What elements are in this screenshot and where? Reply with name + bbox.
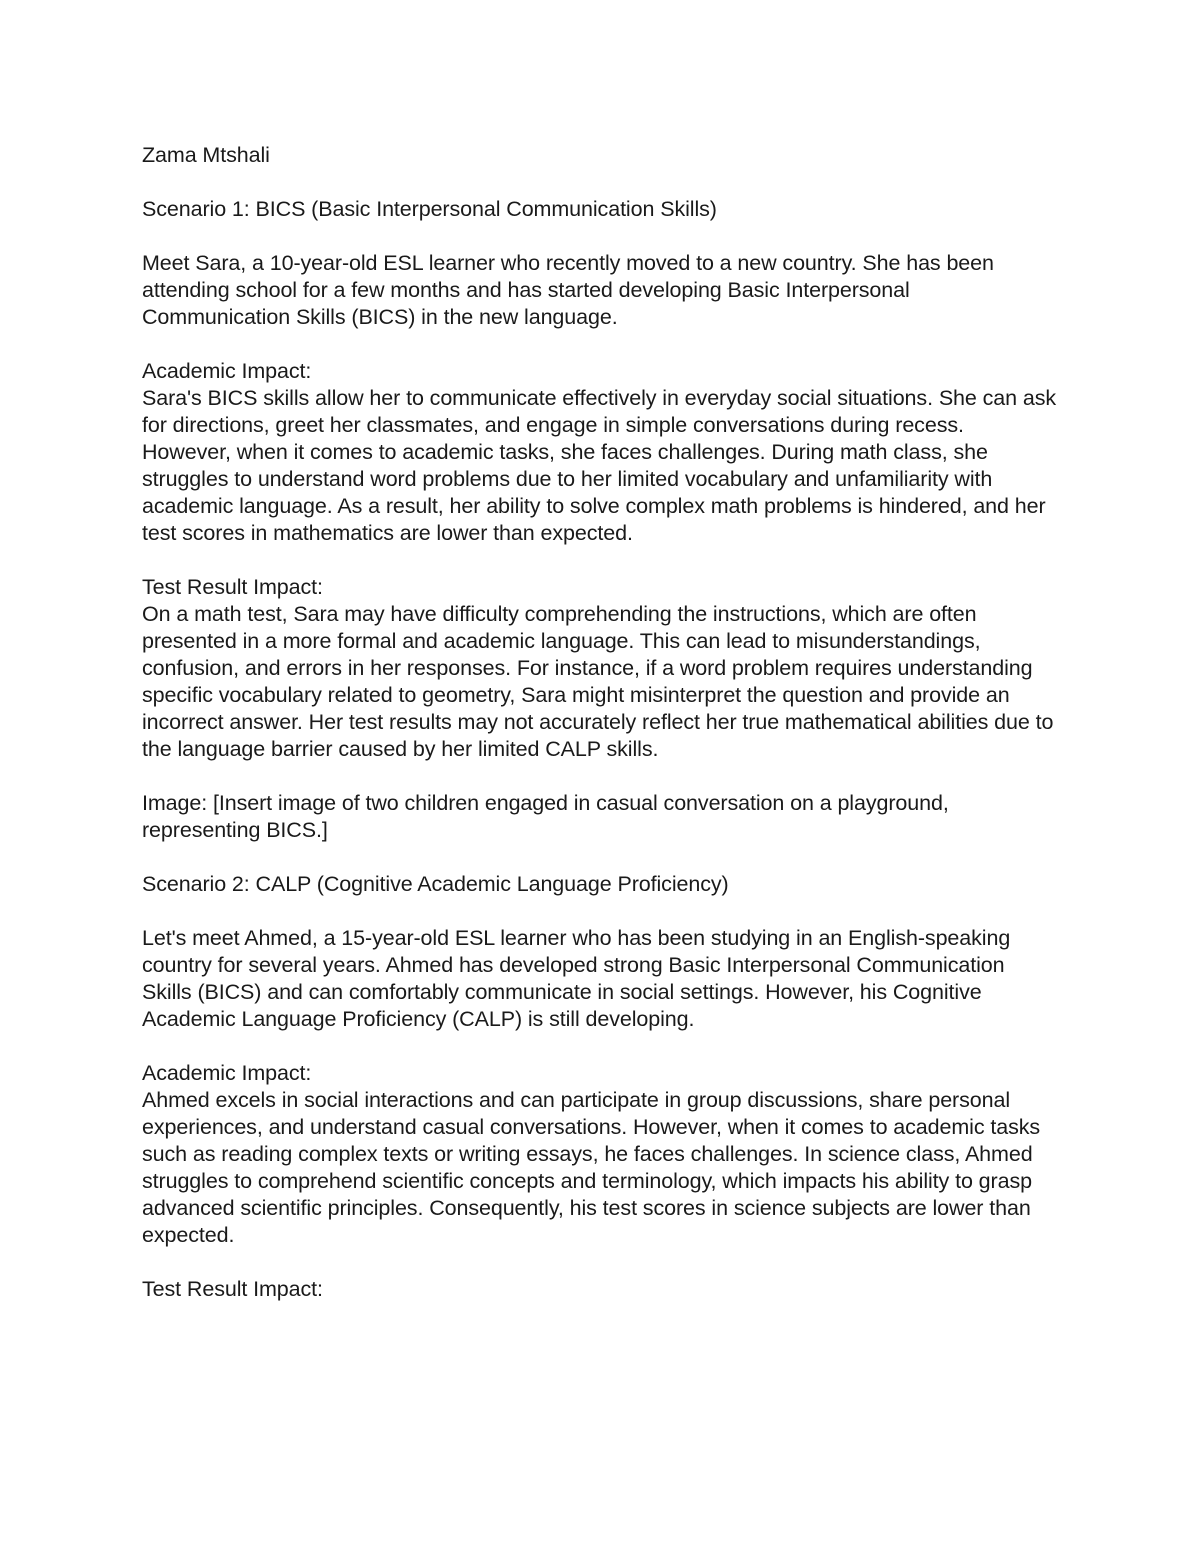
scenario-2-title: Scenario 2: CALP (Cognitive Academic Language Proficiency) (142, 872, 729, 896)
scenario-1-academic-text: Sara's BICS skills allow her to communicate effectively in everyday social situations. She can ask for directions, greet her classmates, and engage in simple conversations during recess. However, when it comes to academic tasks, she faces challenges. During math class, she struggles to understand word problems due to her limited vocabulary and unfamiliarity with academic language. As a result, her ability to solve complex math problems is hindered, and her test scores in mathematics are lower than expected. (142, 386, 1057, 545)
document-body (142, 142, 1057, 1303)
scenario-1-title: Scenario 1: BICS (Basic Interpersonal Communication Skills) (142, 197, 717, 221)
scenario-1-test-label: Test Result Impact: (142, 575, 323, 599)
scenario-1-intro: Meet Sara, a 10-year-old ESL learner who recently moved to a new country. She has been attending school for a few months and has started developing Basic Interpersonal Communication Skills (BICS) in the new language. (142, 251, 994, 329)
scenario-2-academic-section (142, 1060, 1057, 1249)
scenario-2-academic-text: Ahmed excels in social interactions and can participate in group discussions, share personal experiences, and understand casual conversations. However, when it comes to academic tasks such as reading complex texts or writing essays, he faces challenges. In science class, Ahmed struggles to comprehend scientific concepts and terminology, which impacts his ability to grasp advanced scientific principles. Consequently, his test scores in science subjects are lower than expected. (142, 1088, 1041, 1247)
scenario-2-academic-label: Academic Impact: (142, 1061, 312, 1085)
author-name: Zama Mtshali (142, 143, 270, 167)
scenario-2-test-label: Test Result Impact: (142, 1277, 323, 1301)
scenario-2-intro: Let's meet Ahmed, a 15-year-old ESL learner who has been studying in an English-speaking country for several years. Ahmed has developed strong Basic Interpersonal Communication Skills (BICS) and can comfortably communicate in social settings. However, his Cognitive Academic Language Proficiency (CALP) is still developing. (142, 926, 1011, 1031)
scenario-1-academic-section (142, 358, 1057, 547)
scenario-1-test-section (142, 574, 1057, 763)
scenario-1-image-note: Image: [Insert image of two children engaged in casual conversation on a playground, representing BICS.] (142, 791, 949, 842)
scenario-1-test-text: On a math test, Sara may have difficulty comprehending the instructions, which are often presented in a more formal and academic language. This can lead to misunderstandings, confusion, and errors in her responses. For instance, if a word problem requires understanding specific vocabulary related to geometry, Sara might misinterpret the question and provide an incorrect answer. Her test results may not accurately reflect her true mathematical abilities due to the language barrier caused by her limited CALP skills. (142, 602, 1054, 761)
scenario-1-academic-label: Academic Impact: (142, 359, 312, 383)
